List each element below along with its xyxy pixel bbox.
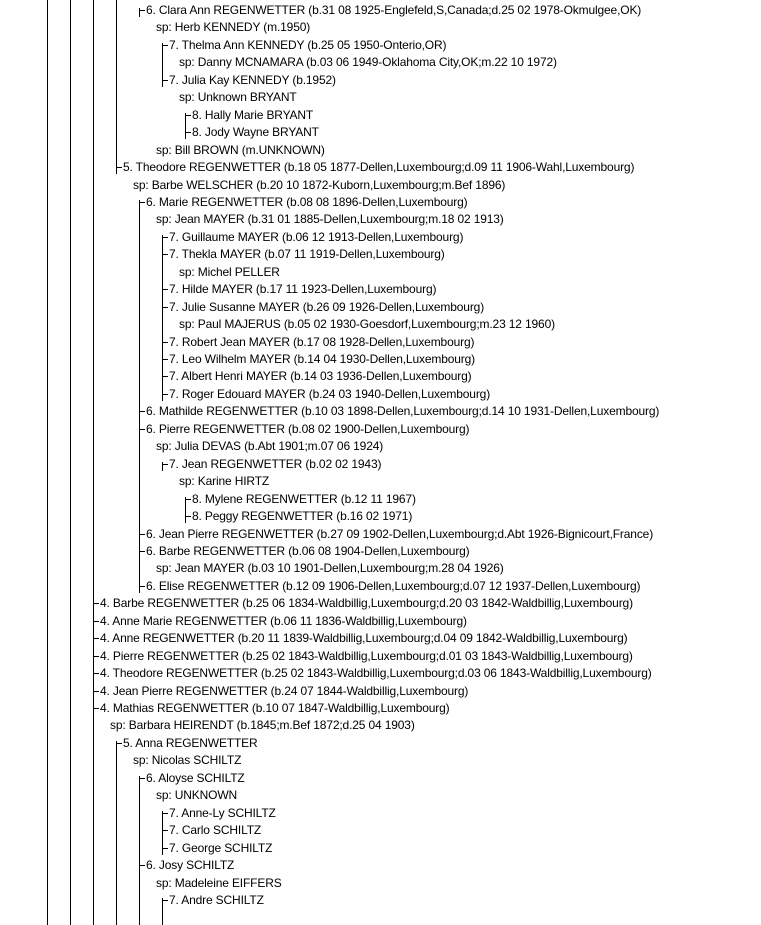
person-entry: 6. Elise REGENWETTER (b.12 09 1906-Dellen,Luxembourg;d.07 12 1937-Dellen,Luxembourg) <box>146 578 641 593</box>
person-entry: 4. Anne REGENWETTER (b.20 11 1839-Waldbillig,Luxembourg;d.04 09 1842-Waldbillig,Luxembourg) <box>100 631 628 646</box>
tree-connector-elbow <box>116 743 122 744</box>
tree-connector-elbow <box>139 865 145 866</box>
tree-connector-elbow <box>93 621 99 622</box>
person-entry: 7. Andre SCHILTZ <box>169 892 264 907</box>
person-entry: 8. Mylene REGENWETTER (b.12 11 1967) <box>192 491 416 506</box>
spouse-entry: sp: Barbara HEIRENDT (b.1845;m.Bef 1872;d.25 04 1903) <box>110 718 415 733</box>
tree-connector-elbow <box>93 708 99 709</box>
person-entry: 8. Peggy REGENWETTER (b.16 02 1971) <box>192 509 413 524</box>
tree-connector-elbow <box>116 167 122 168</box>
tree-connector-elbow <box>162 464 168 465</box>
person-entry: 7. Thelma Ann KENNEDY (b.25 05 1950-Onterio,OR) <box>169 37 447 52</box>
person-entry: 7. Albert Henri MAYER (b.14 03 1936-Dellen,Luxembourg) <box>169 369 472 384</box>
person-entry: 7. Robert Jean MAYER (b.17 08 1928-Dellen,Luxembourg) <box>169 334 475 349</box>
person-entry: 7. Leo Wilhelm MAYER (b.14 04 1930-Dellen,Luxembourg) <box>169 352 475 366</box>
person-entry: 7. Julia Kay KENNEDY (b.1952) <box>169 72 336 87</box>
spouse-entry: sp: Bill BROWN (m.UNKNOWN) <box>156 142 325 157</box>
person-entry: 4. Anne Marie REGENWETTER (b.06 11 1836-Waldbillig,Luxembourg) <box>100 613 467 628</box>
tree-connector-elbow <box>93 656 99 657</box>
tree-connector-elbow <box>93 603 99 604</box>
person-entry: 7. Guillaume MAYER (b.06 12 1913-Dellen,Luxembourg) <box>169 229 464 244</box>
tree-connector-vertical <box>139 776 140 925</box>
tree-connector-vertical <box>185 113 186 139</box>
tree-connector-elbow <box>139 202 145 203</box>
tree-connector-vertical <box>47 0 48 925</box>
spouse-entry: sp: Unknown BRYANT <box>179 90 297 105</box>
spouse-entry: sp: Michel PELLER <box>179 264 280 279</box>
tree-connector-elbow <box>139 411 145 412</box>
tree-connector-elbow <box>162 342 168 343</box>
spouse-entry: sp: Danny MCNAMARA (b.03 06 1949-Oklahoma City,OK;m.22 10 1972) <box>179 55 557 70</box>
person-entry: 7. Julie Susanne MAYER (b.26 09 1926-Dellen,Luxembourg) <box>169 299 485 314</box>
tree-connector-elbow <box>162 80 168 81</box>
tree-connector-elbow <box>162 376 168 377</box>
tree-connector-elbow <box>139 10 145 11</box>
tree-connector-elbow <box>139 551 145 552</box>
tree-connector-elbow <box>139 586 145 587</box>
tree-connector-elbow <box>162 830 168 831</box>
person-entry: 4. Theodore REGENWETTER (b.25 02 1843-Waldbillig,Luxembourg;d.03 06 1843-Waldbillig,Luxembourg) <box>100 666 652 681</box>
tree-connector-vertical <box>70 0 71 925</box>
person-entry: 7. Hilde MAYER (b.17 11 1923-Dellen,Luxembourg) <box>169 282 437 297</box>
person-entry: 8. Hally Marie BRYANT <box>192 107 314 122</box>
spouse-entry: sp: Julia DEVAS (b.Abt 1901;m.07 06 1924) <box>156 439 384 454</box>
tree-connector-vertical <box>116 741 117 925</box>
person-entry: 7. Thekla MAYER (b.07 11 1919-Dellen,Luxembourg) <box>169 247 445 262</box>
tree-connector-elbow <box>162 237 168 238</box>
spouse-entry: sp: Barbe WELSCHER (b.20 10 1872-Kuborn,Luxembourg;m.Bef 1896) <box>133 177 506 192</box>
person-entry: 4. Jean Pierre REGENWETTER (b.24 07 1844-Waldbillig,Luxembourg) <box>100 683 469 698</box>
spouse-entry: sp: Herb KENNEDY (m.1950) <box>156 20 311 35</box>
spouse-entry: sp: Karine HIRTZ <box>179 474 270 489</box>
tree-connector-elbow <box>162 254 168 255</box>
person-entry: 6. Aloyse SCHILTZ <box>146 770 245 785</box>
spouse-entry: sp: Jean MAYER (b.03 10 1901-Dellen,Luxembourg;m.28 04 1926) <box>156 561 504 576</box>
tree-connector-elbow <box>185 516 191 517</box>
tree-connector-elbow <box>162 45 168 46</box>
spouse-entry: sp: Paul MAJERUS (b.05 02 1930-Goesdorf,Luxembourg;m.23 12 1960) <box>179 317 555 332</box>
person-entry: 5. Theodore REGENWETTER (b.18 05 1877-Dellen,Luxembourg;d.09 11 1906-Wahl,Luxembourg) <box>123 160 635 175</box>
spouse-entry: sp: Madeleine EIFFERS <box>156 875 282 890</box>
person-entry: 7. Roger Edouard MAYER (b.24 03 1940-Dellen,Luxembourg) <box>169 386 491 401</box>
tree-connector-elbow <box>162 394 168 395</box>
person-entry: 8. Jody Wayne BRYANT <box>192 125 319 140</box>
person-entry: 6. Josy SCHILTZ <box>146 858 235 873</box>
person-entry: 7. George SCHILTZ <box>169 840 273 855</box>
tree-connector-elbow <box>139 429 145 430</box>
person-entry: 7. Jean REGENWETTER (b.02 02 1943) <box>169 456 382 471</box>
tree-connector-elbow <box>162 359 168 360</box>
tree-connector-elbow <box>162 813 168 814</box>
tree-connector-vertical <box>93 0 94 925</box>
tree-connector-elbow <box>162 289 168 290</box>
person-entry: 6. Jean Pierre REGENWETTER (b.27 09 1902-Dellen,Luxembourg;d.Abt 1926-Bignicourt,France) <box>146 526 654 541</box>
person-entry: 4. Barbe REGENWETTER (b.25 06 1834-Waldbillig,Luxembourg;d.20 03 1842-Waldbillig,Luxembourg) <box>100 596 633 611</box>
person-entry: 7. Anne-Ly SCHILTZ <box>169 805 276 820</box>
person-entry: 6. Pierre REGENWETTER (b.08 02 1900-Dellen,Luxembourg) <box>146 421 470 436</box>
tree-connector-elbow <box>185 499 191 500</box>
tree-connector-elbow <box>185 115 191 116</box>
spouse-entry: sp: Nicolas SCHILTZ <box>133 753 242 768</box>
tree-connector-elbow <box>162 900 168 901</box>
tree-connector-vertical <box>116 0 117 174</box>
person-entry: 6. Mathilde REGENWETTER (b.10 03 1898-Dellen,Luxembourg;d.14 10 1931-Dellen,Luxembourg) <box>146 404 660 419</box>
person-entry: 5. Anna REGENWETTER <box>123 735 258 750</box>
person-entry: 6. Marie REGENWETTER (b.08 08 1896-Dellen,Luxembourg) <box>146 194 468 209</box>
tree-connector-elbow <box>93 638 99 639</box>
tree-connector-elbow <box>185 132 191 133</box>
spouse-entry: sp: Jean MAYER (b.31 01 1885-Dellen,Luxembourg;m.18 02 1913) <box>156 212 504 227</box>
tree-connector-elbow <box>139 534 145 535</box>
person-entry: 7. Carlo SCHILTZ <box>169 823 262 838</box>
tree-connector-elbow <box>162 307 168 308</box>
tree-connector-elbow <box>162 848 168 849</box>
tree-connector-elbow <box>93 673 99 674</box>
tree-connector-elbow <box>93 691 99 692</box>
person-entry: 6. Clara Ann REGENWETTER (b.31 08 1925-Englefeld,S,Canada;d.25 02 1978-Okmulgee,OK) <box>146 3 642 17</box>
spouse-entry: sp: UNKNOWN <box>156 788 238 803</box>
person-entry: 6. Barbe REGENWETTER (b.06 08 1904-Dellen,Luxembourg) <box>146 543 470 558</box>
person-entry: 4. Mathias REGENWETTER (b.10 07 1847-Waldbillig,Luxembourg) <box>100 701 450 715</box>
tree-connector-vertical <box>185 497 186 523</box>
person-entry: 4. Pierre REGENWETTER (b.25 02 1843-Waldbillig,Luxembourg;d.01 03 1843-Waldbillig,Luxembourg) <box>100 648 633 663</box>
tree-connector-vertical <box>162 898 163 925</box>
tree-connector-elbow <box>139 778 145 779</box>
